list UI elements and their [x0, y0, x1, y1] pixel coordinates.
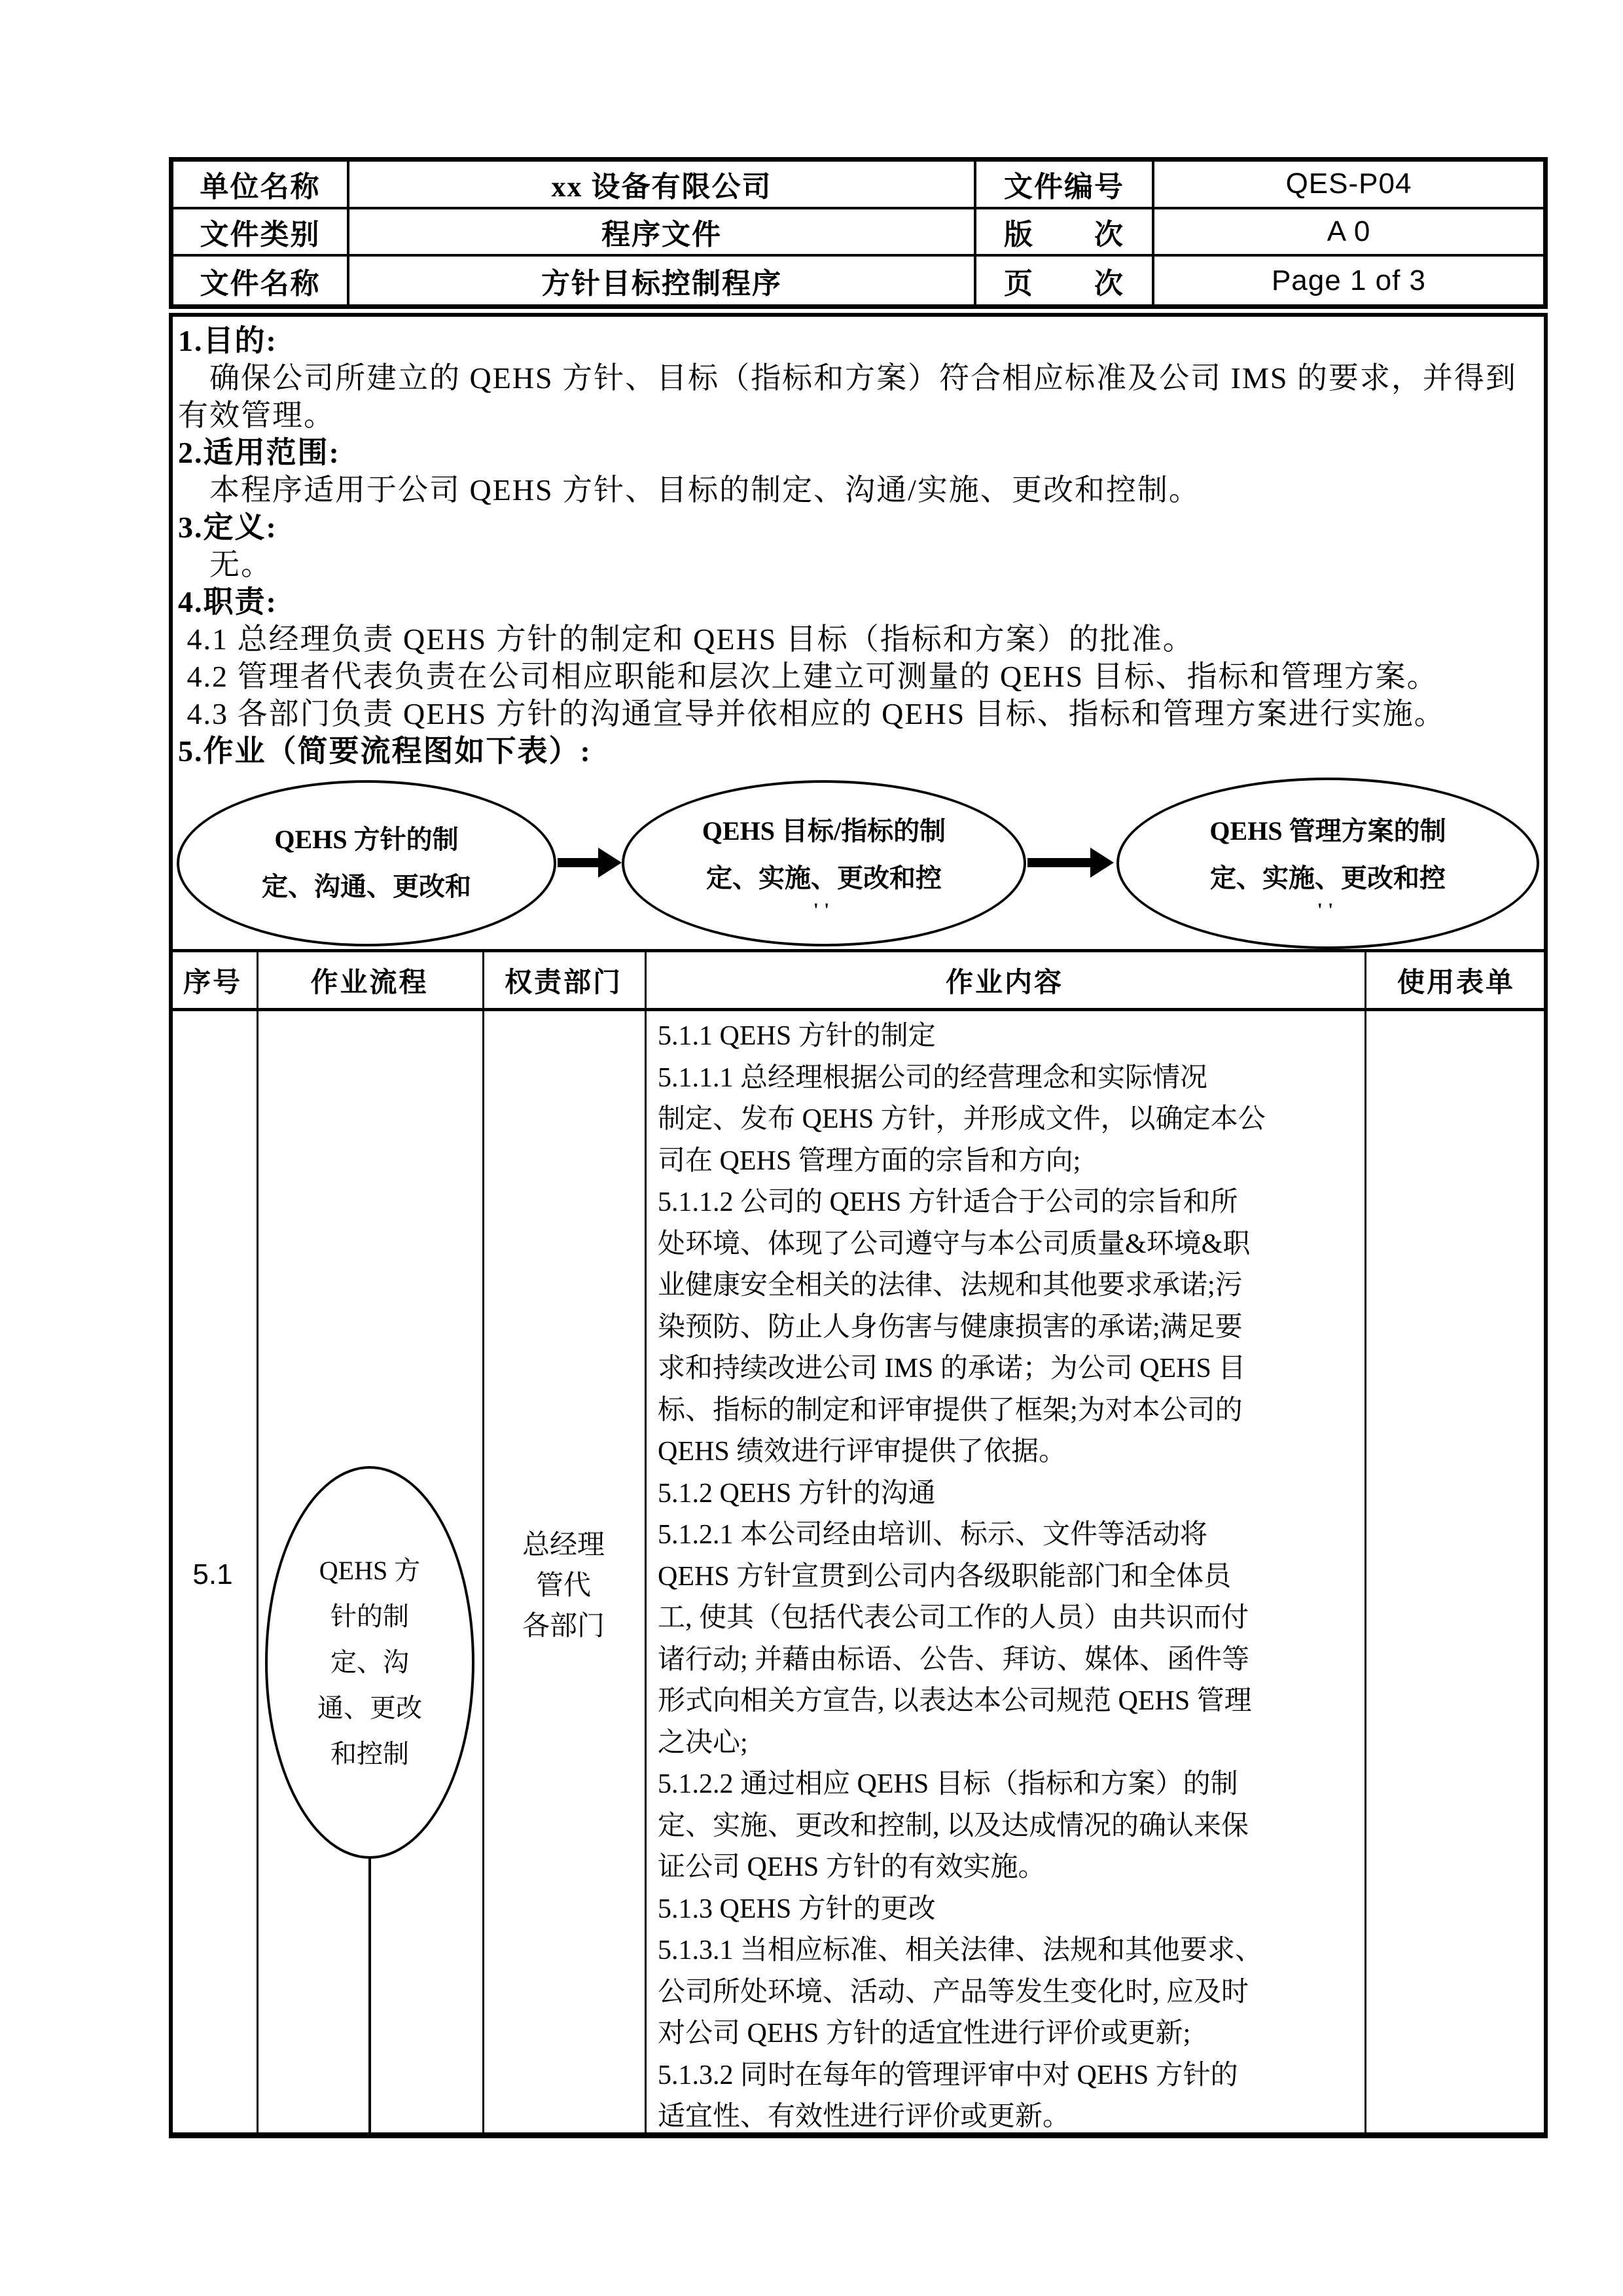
content-line: 制定、发布 QEHS 方针，并形成文件，以确定本公	[658, 1104, 1266, 1134]
flow-step-text: 和控制	[330, 1739, 409, 1768]
header-value-doc-name: 方针目标控制程序	[349, 257, 976, 304]
header-value-doc-type: 程序文件	[349, 209, 976, 257]
content-line: QEHS 绩效进行评审提供了依据。	[658, 1437, 1067, 1467]
header-label-doc-type: 文件类别	[173, 209, 349, 257]
row-seq-number: 5.1	[192, 1558, 233, 1590]
flowchart-node-programs	[1116, 778, 1539, 949]
section-text: 有效管理。	[178, 399, 335, 432]
content-line: 诸行动; 并藉由标语、公告、拜访、媒体、函件等	[658, 1644, 1250, 1675]
header-value-revision: A 0	[1154, 209, 1543, 257]
content-line: 证公司 QEHS 方针的有效实施。	[658, 1852, 1046, 1882]
content-line: 对公司 QEHS 方针的适宜性进行评价或更新;	[658, 2018, 1191, 2049]
header-label-revision: 版 次	[976, 209, 1154, 257]
flow-step-text: QEHS 方	[319, 1556, 421, 1585]
table-column-divider	[1364, 949, 1366, 2138]
content-line: 5.1.1.2 公司的 QEHS 方针适合于公司的宗旨和所	[658, 1187, 1238, 1217]
header-value-doc-no: QES-P04	[1154, 162, 1543, 209]
section-text: 4.2 管理者代表负责在公司相应职能和层次上建立可测量的 QEHS 目标、指标和管理方案。	[178, 660, 1438, 693]
dept-name: 总经理	[522, 1530, 605, 1560]
flowchart-node-text: QEHS 目标/指标的制	[702, 816, 946, 846]
flow-step-text: 针的制	[330, 1602, 409, 1631]
column-header-content: 作业内容	[945, 967, 1063, 998]
content-line: 5.1.2 QEHS 方针的沟通	[658, 1478, 936, 1509]
work-content-cell	[658, 1016, 1355, 2136]
content-line: 染预防、防止人身伤害与健康损害的承诺;满足要	[658, 1312, 1243, 1342]
flowchart-node-text: QEHS 管理方案的制	[1209, 816, 1446, 846]
flowchart-node-text: 定、沟通、更改和	[262, 872, 471, 901]
section-heading-process: 5.作业（简要流程图如下表）:	[178, 734, 592, 768]
header-label-unit: 单位名称	[173, 162, 349, 209]
section-heading-purpose: 1.目的:	[178, 324, 277, 357]
content-line: 5.1.3.2 同时在每年的管理评审中对 QEHS 方针的	[658, 2060, 1238, 2090]
content-line: 5.1.1 QEHS 方针的制定	[658, 1021, 936, 1051]
content-line: 5.1.1.1 总经理根据公司的经营理念和实际情况	[658, 1062, 1208, 1093]
column-header-seq: 序号	[183, 967, 242, 998]
flowchart-node-clipped-text: ''	[813, 899, 835, 921]
header-value-unit: xx 设备有限公司	[349, 162, 976, 209]
flowchart-node-policy	[177, 780, 556, 946]
flowchart-node-text: 定、实施、更改和控	[1210, 863, 1446, 893]
section-heading-scope: 2.适用范围:	[178, 436, 340, 469]
table-column-divider	[645, 949, 647, 2138]
flowchart-arrow-icon	[558, 847, 623, 878]
flow-step-ellipse	[265, 1466, 474, 1859]
dept-name: 各部门	[522, 1611, 605, 1641]
flow-step-text: 定、沟	[330, 1647, 409, 1677]
content-line: 5.1.3 QEHS 方针的更改	[658, 1893, 936, 1924]
content-line: 标、指标的制定和评审提供了框架;为对本公司的	[658, 1395, 1243, 1426]
content-line: 业健康安全相关的法律、法规和其他要求承诺;污	[658, 1270, 1243, 1300]
table-header-bottom-border	[169, 1008, 1548, 1011]
flow-connector-line	[368, 1857, 371, 2136]
table-column-divider	[257, 949, 259, 2138]
content-line: 形式向相关方宣告, 以表达本公司规范 QEHS 管理	[658, 1686, 1252, 1716]
flowchart-node-clipped-text: ''	[1317, 899, 1339, 921]
content-line: 处环境、体现了公司遵守与本公司质量&环境&职	[658, 1229, 1251, 1259]
document-header-table	[169, 157, 1548, 309]
content-line: 工, 使其（包括代表公司工作的人员）由共识而付	[658, 1603, 1249, 1633]
flowchart-arrow-icon	[1027, 847, 1115, 878]
sections-block	[178, 322, 1539, 770]
flowchart-node-text: 定、实施、更改和控	[706, 863, 942, 893]
flow-step-text: 通、更改	[317, 1693, 422, 1723]
header-value-page: Page 1 of 3	[1271, 264, 1427, 296]
content-line: 5.1.3.1 当相应标准、相关法律、法规和其他要求、	[658, 1935, 1263, 1965]
column-header-flow: 作业流程	[310, 967, 429, 998]
content-line: 求和持续改进公司 IMS 的承诺；为公司 QEHS 目	[658, 1354, 1246, 1384]
section-text: 4.3 各部门负责 QEHS 方针的沟通宣导并依相应的 QEHS 目标、指标和管理方案进行实施。	[178, 697, 1446, 730]
section-text: 4.1 总经理负责 QEHS 方针的制定和 QEHS 目标（指标和方案）的批准。	[178, 622, 1194, 656]
header-label-doc-no: 文件编号	[976, 162, 1154, 209]
header-label-page: 页 次	[976, 257, 1154, 304]
section-heading-responsibility: 4.职责:	[178, 585, 277, 619]
content-line: 适宜性、有效性进行评价或更新。	[658, 2102, 1071, 2132]
responsible-dept-cell	[482, 1525, 645, 1647]
content-line: QEHS 方针宣贯到公司内各级职能部门和全体员	[658, 1561, 1232, 1592]
flowchart-node-objectives	[622, 780, 1026, 946]
content-line: 司在 QEHS 管理方面的宗旨和方向;	[658, 1145, 1081, 1176]
section-text: 确保公司所建立的 QEHS 方针、目标（指标和方案）符合相应标准及公司 IMS 的要求，并得到	[178, 361, 1517, 395]
header-label-doc-name: 文件名称	[173, 257, 349, 304]
column-header-dept: 权责部门	[504, 967, 622, 998]
content-line: 之决心;	[658, 1727, 748, 1758]
dept-name: 管代	[535, 1571, 591, 1601]
section-text: 本程序适用于公司 QEHS 方针、目标的制定、沟通/实施、更改和控制。	[178, 473, 1200, 507]
section-heading-definition: 3.定义:	[178, 511, 277, 544]
content-line: 5.1.2.2 通过相应 QEHS 目标（指标和方案）的制	[658, 1769, 1238, 1799]
flowchart-node-text: QEHS 方针的制	[274, 825, 459, 854]
section-text: 无。	[178, 548, 272, 581]
content-line: 定、实施、更改和控制, 以及达成情况的确认来保	[658, 1810, 1249, 1841]
column-header-form: 使用表单	[1397, 967, 1515, 998]
content-line: 公司所处环境、活动、产品等发生变化时, 应及时	[658, 1977, 1249, 2007]
used-form-cell	[1368, 1011, 1544, 2138]
content-line: 5.1.2.1 本公司经由培训、标示、文件等活动将	[658, 1520, 1208, 1550]
